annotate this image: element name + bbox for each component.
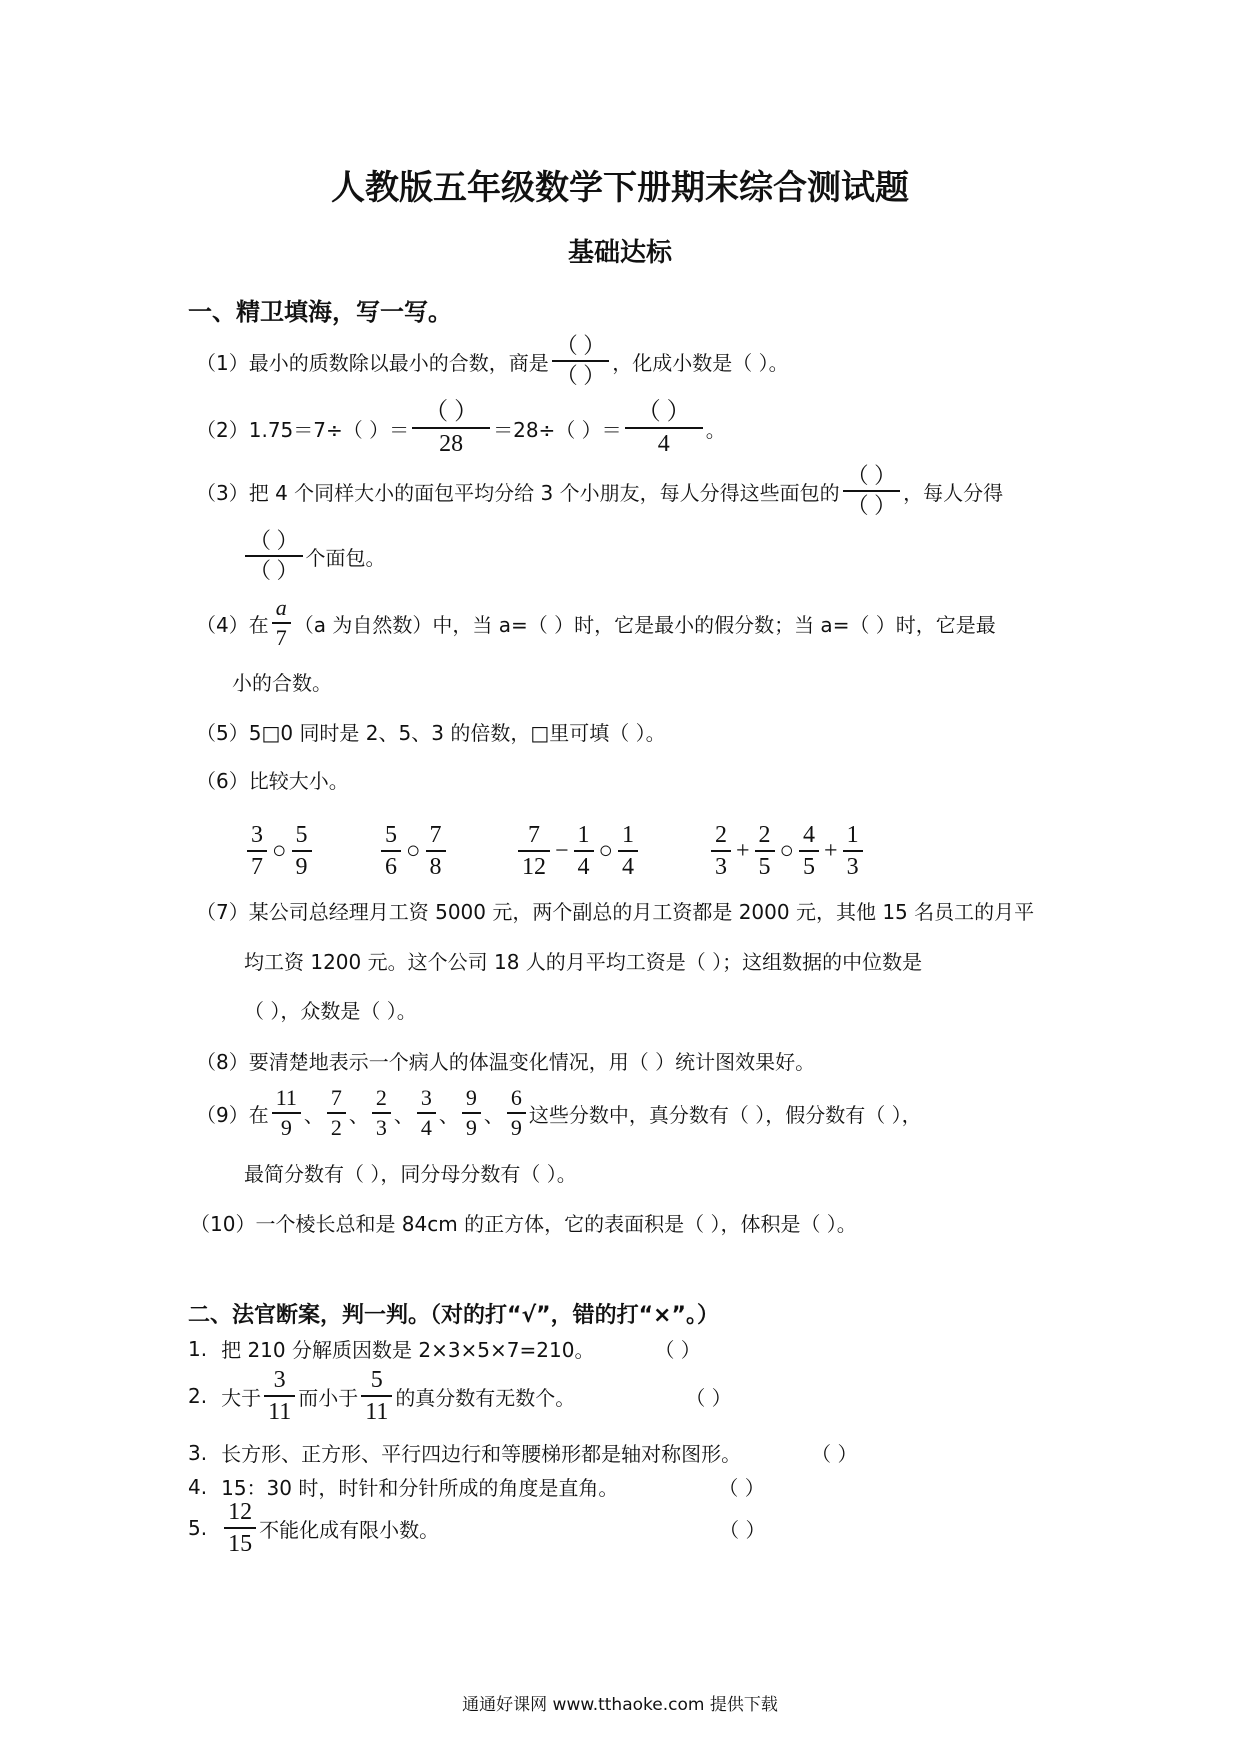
q-number: （2） (196, 417, 249, 442)
q-text: 要清楚地表示一个病人的体温变化情况，用（ ）统计图效果好。 (248, 1050, 816, 1074)
q-number: （1） (196, 350, 249, 375)
q-number: （10） (190, 1212, 256, 1236)
answer-paren[interactable]: （ ） (718, 1476, 765, 1500)
question-7 (196, 896, 1034, 925)
compare-circle[interactable]: ○ (598, 837, 614, 864)
fraction: $\frac{( )}{( )}$ (245, 530, 303, 582)
item-number: 5. (188, 1516, 208, 1540)
q-text: 这些分数中，真分数有（ ），假分数有（ ）， (528, 1102, 922, 1127)
fraction: $\frac{7}{2}$ (327, 1087, 346, 1139)
q-number: （4） (196, 612, 249, 637)
item-text: 不能化成有限小数。 (259, 1517, 440, 1542)
question-2 (196, 400, 726, 456)
separator: 、 (483, 1102, 504, 1127)
q-text: 1.75＝7÷（ ）＝ (248, 417, 410, 442)
question-5 (196, 717, 666, 746)
item-text: 15：30 时，时针和分针所成的角度是直角。 (221, 1476, 619, 1500)
fraction: $\frac{2}{3}$ (372, 1087, 391, 1139)
q-text: 最简分数有（ ），同分母分数有（ ）。 (244, 1162, 577, 1186)
q-text: 个面包。 (305, 545, 386, 570)
answer-paren[interactable]: （ ） (685, 1385, 732, 1410)
q-text: （ ），众数是（ ）。 (244, 999, 417, 1023)
plus-sign: + (736, 837, 750, 864)
item-number: 3. (188, 1440, 208, 1465)
q-text: ＝28÷（ ）＝ (493, 417, 622, 442)
compare-circle[interactable]: ○ (779, 837, 795, 864)
fraction: $\frac{9}{9}$ (462, 1087, 481, 1139)
item-number: 4. (188, 1474, 208, 1499)
item-number: 2. (188, 1384, 208, 1408)
q-number: （8） (196, 1050, 249, 1074)
fraction: $\frac{2}{5}$ (755, 823, 775, 879)
item-text: 把 210 分解质因数是 2×3×5×7=210。 (221, 1338, 595, 1362)
q-number: （3） (196, 480, 249, 505)
q-text: 最小的质数除以最小的合数，商是 (248, 350, 549, 375)
item-text: 的真分数有无数个。 (395, 1385, 576, 1410)
fraction: $\frac{1}{4}$ (618, 823, 638, 879)
section2-heading: 二、法官断案，判一判。（对的打“√”，错的打“×”。） (188, 1303, 719, 1328)
judge-item-2 (188, 1368, 732, 1424)
plus-sign: + (824, 837, 838, 864)
compare-c (515, 823, 641, 879)
item-number: 1. (188, 1336, 208, 1361)
fraction: $\frac{7}{12}$ (518, 823, 550, 879)
q-text: （a 为自然数）中，当 a=（ ）时，它是最小的假分数；当 a=（ ）时，它是最 (293, 612, 996, 637)
judge-item-3 (188, 1438, 857, 1467)
page-title: 人教版五年级数学下册期末综合测试题 (331, 168, 909, 208)
question-4 (196, 597, 996, 649)
fraction: $\frac{3}{4}$ (417, 1087, 436, 1139)
q-text: 把 4 个同样大小的面包平均分给 3 个小朋友，每人分得这些面包的 (248, 480, 840, 505)
fraction: $\frac{( )}{28}$ (412, 400, 490, 456)
question-7-line3 (244, 995, 417, 1024)
question-3 (196, 465, 1003, 517)
fraction: $\frac{5}{11}$ (361, 1368, 392, 1424)
compare-d (708, 823, 866, 879)
judge-item-1 (188, 1334, 701, 1363)
separator: 、 (393, 1102, 414, 1127)
fraction: $\frac{3}{7}$ (247, 823, 267, 879)
question-1 (196, 335, 789, 387)
question-6 (196, 765, 349, 794)
fraction: $\frac{1}{3}$ (843, 823, 863, 879)
q-text: ，每人分得 (903, 480, 1004, 505)
fraction: $\frac{3}{11}$ (264, 1368, 295, 1424)
question-9 (196, 1087, 922, 1139)
question-3-cont (242, 530, 386, 582)
q-text: ，化成小数是（ ）。 (612, 350, 789, 375)
item-text: 长方形、正方形、平行四边行和等腰梯形都是轴对称图形。 (221, 1442, 742, 1466)
answer-paren[interactable]: （ ） (654, 1338, 701, 1362)
question-4-cont (232, 667, 332, 696)
separator: 、 (348, 1102, 369, 1127)
fraction: $\frac{( )}{4}$ (625, 400, 703, 456)
fraction: $\frac{6}{9}$ (507, 1087, 526, 1139)
compare-circle[interactable]: ○ (406, 837, 421, 864)
item-text: 而小于 (298, 1385, 359, 1410)
fraction: $\frac{11}{9}$ (272, 1087, 301, 1139)
section1-heading: 一、精卫填海，写一写。 (188, 298, 452, 326)
answer-paren[interactable]: （ ） (811, 1442, 858, 1466)
question-10 (190, 1208, 857, 1237)
compare-a (244, 823, 315, 879)
q-text: 一个棱长总和是 84cm 的正方体，它的表面积是（ ），体积是（ ）。 (255, 1212, 857, 1236)
item-text: 大于 (221, 1385, 262, 1410)
fraction: $\frac{( )}{( )}$ (552, 335, 610, 387)
fraction: $\frac{7}{8}$ (426, 823, 446, 879)
q-text: 5□0 同时是 2、5、3 的倍数，□里可填（ ）。 (248, 721, 666, 745)
judge-item-5 (188, 1500, 765, 1556)
answer-paren[interactable]: （ ） (719, 1517, 766, 1542)
page-subtitle: 基础达标 (567, 238, 672, 268)
fraction: $\frac{5}{9}$ (292, 823, 312, 879)
q-text: 。 (705, 417, 726, 442)
separator: 、 (438, 1102, 459, 1127)
question-7-line2 (244, 946, 922, 975)
q-text: 在 (248, 1102, 269, 1127)
fraction: $\frac{4}{5}$ (799, 823, 819, 879)
question-9-line2 (244, 1158, 577, 1187)
fraction: $\frac{5}{6}$ (381, 823, 401, 879)
q-number: （5） (196, 721, 249, 745)
q-text: 比较大小。 (248, 769, 349, 793)
fraction: $\frac{a}{7}$ (272, 597, 291, 649)
fraction: $\frac{12}{15}$ (224, 1500, 256, 1556)
fraction: $\frac{1}{4}$ (574, 823, 594, 879)
fraction: $\frac{2}{3}$ (711, 823, 731, 879)
question-8 (196, 1046, 815, 1075)
page-footer: 通通好课网 www.tthaoke.com 提供下载 (462, 1695, 778, 1715)
q-number: （6） (196, 769, 249, 793)
separator: 、 (303, 1102, 324, 1127)
q-text: 在 (248, 612, 269, 637)
judge-item-4 (188, 1472, 765, 1501)
compare-circle[interactable]: ○ (272, 837, 287, 864)
q-text: 均工资 1200 元。这个公司 18 人的月平均工资是（ ）；这组数据的中位数是 (244, 950, 923, 974)
q-number: （9） (196, 1102, 249, 1127)
q-text: 某公司总经理月工资 5000 元，两个副总的月工资都是 2000 元，其他 15 名员工的月平 (248, 900, 1035, 924)
q-number: （7） (196, 900, 249, 924)
fraction: $\frac{( )}{( )}$ (843, 465, 901, 517)
minus-sign: − (555, 837, 569, 864)
compare-b (378, 823, 449, 879)
q-text: 小的合数。 (232, 671, 332, 695)
